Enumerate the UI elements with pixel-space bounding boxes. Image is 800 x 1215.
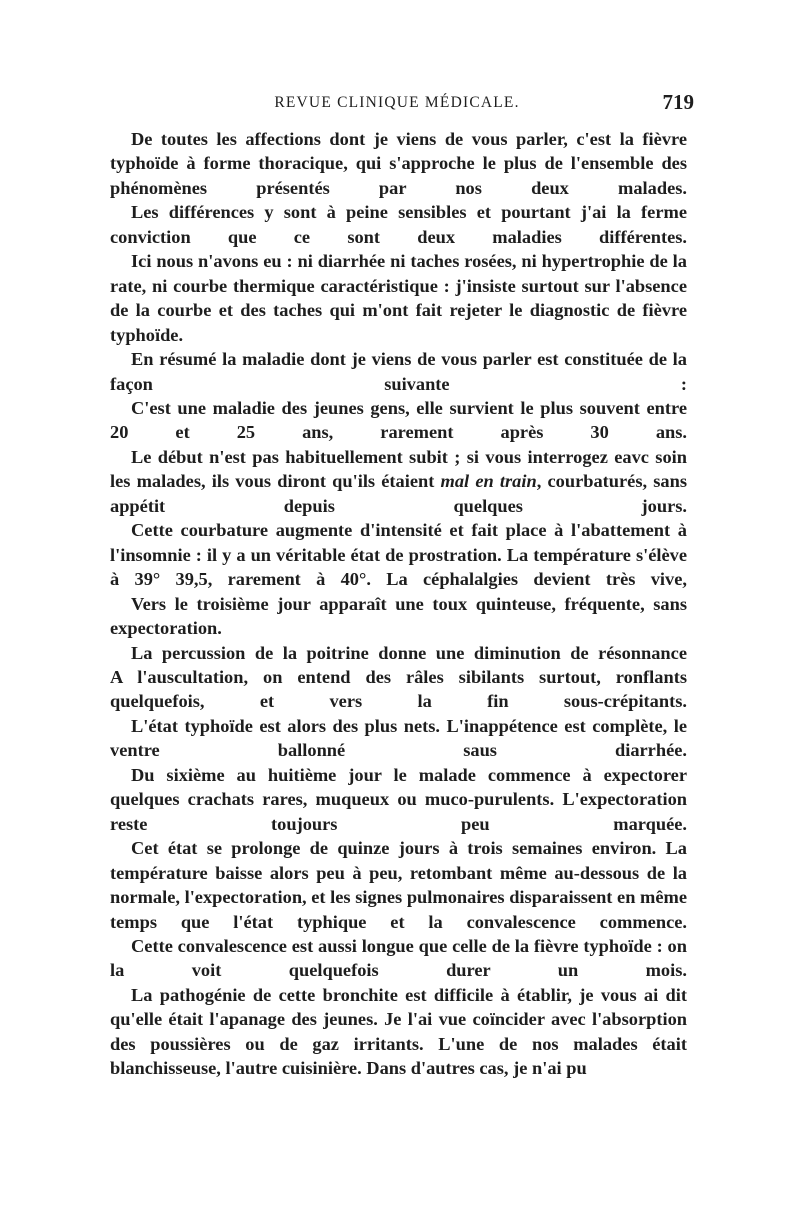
paragraph: Du sixième au huitième jour le malade commence à expectorer quelques crachats rares, muqueux ou muco-purulents. L'expectoration reste toujours peu marquée.: [110, 764, 687, 834]
paragraph: C'est une maladie des jeunes gens, elle survient le plus souvent entre 20 et 25 ans, rarement après 30 ans.: [110, 397, 687, 443]
paragraph: De toutes les affections dont je viens de vous parler, c'est la fièvre typhoïde à forme thoracique, qui s'approche le plus de l'ensemble des phénomènes présentés par nos deux malades.: [110, 129, 687, 198]
paragraph: Ici nous n'avons eu : ni diarrhée ni taches rosées, ni hypertrophie de la rate, ni courbe thermique caractéristique : j'insiste surtout sur l'absence de la courbe et des taches qui m'ont fait rejeter le diagnostic de fièvre typhoïde.: [110, 251, 687, 345]
paragraph: A l'auscultation, on entend des râles sibilants surtout, ronflants quelquefois, et vers la fin sous-crépitants.: [110, 666, 687, 712]
paragraph: L'état typhoïde est alors des plus nets. L'inappétence est complète, le ventre ballonné saus diarrhée.: [110, 715, 687, 761]
running-head: [108, 90, 694, 118]
page-number: 719: [662, 90, 694, 114]
italic-phrase: mal en train: [440, 471, 537, 492]
paragraph: La pathogénie de cette bronchite est difficile à établir, je vous ai dit qu'elle était l'apanage des jeunes. Je l'ai vue coïncider avec l'absorption des poussières ou de gaz irritants. L'une de nos malades était blanchisseuse, l'autre cuisinière. Dans d'autres cas, je n'ai pu: [110, 984, 687, 1079]
paragraph: [110, 445, 687, 518]
running-title: REVUE CLINIQUE MÉDICALE.: [274, 94, 520, 111]
paragraph: Cet état se prolonge de quinze jours à trois semaines environ. La température baisse alors peu à peu, retombant même au-dessous de la normale, l'expectoration, et les signes pulmonaires disparaissent en même temps que l'état typhique et la convalescence commence.: [110, 838, 687, 932]
paragraph: La percussion de la poitrine donne une diminution de résonnance: [131, 642, 687, 663]
paragraph: Cette courbature augmente d'intensité et fait place à l'abattement à l'insomnie : il y a un véritable état de prostration. La température s'élève à 39° 39,5, rarement à 40°. La céphalalgies devient très vive,: [110, 520, 687, 590]
paragraph: Cette convalescence est aussi longue que celle de la fièvre typhoïde : on la voit quelquefois durer un mois.: [110, 935, 687, 981]
paragraph: En résumé la maladie dont je viens de vous parler est constituée de la façon suivante :: [110, 349, 687, 394]
body-text: [110, 127, 687, 1081]
paragraph: Vers le troisième jour apparaît une toux quinteuse, fréquente, sans expectoration.: [110, 593, 687, 639]
paragraph-text: Le début n'est pas habituellement subit ; si vous interrogez eavc soin les malades, ils vous diront qu'ils étaient: [110, 446, 687, 492]
paragraph-text: , courbaturés, sans appétit depuis quelques jours.: [110, 471, 687, 516]
paragraph: Les différences y sont à peine sensibles et pourtant j'ai la ferme conviction que ce sont deux maladies différentes.: [110, 202, 687, 247]
